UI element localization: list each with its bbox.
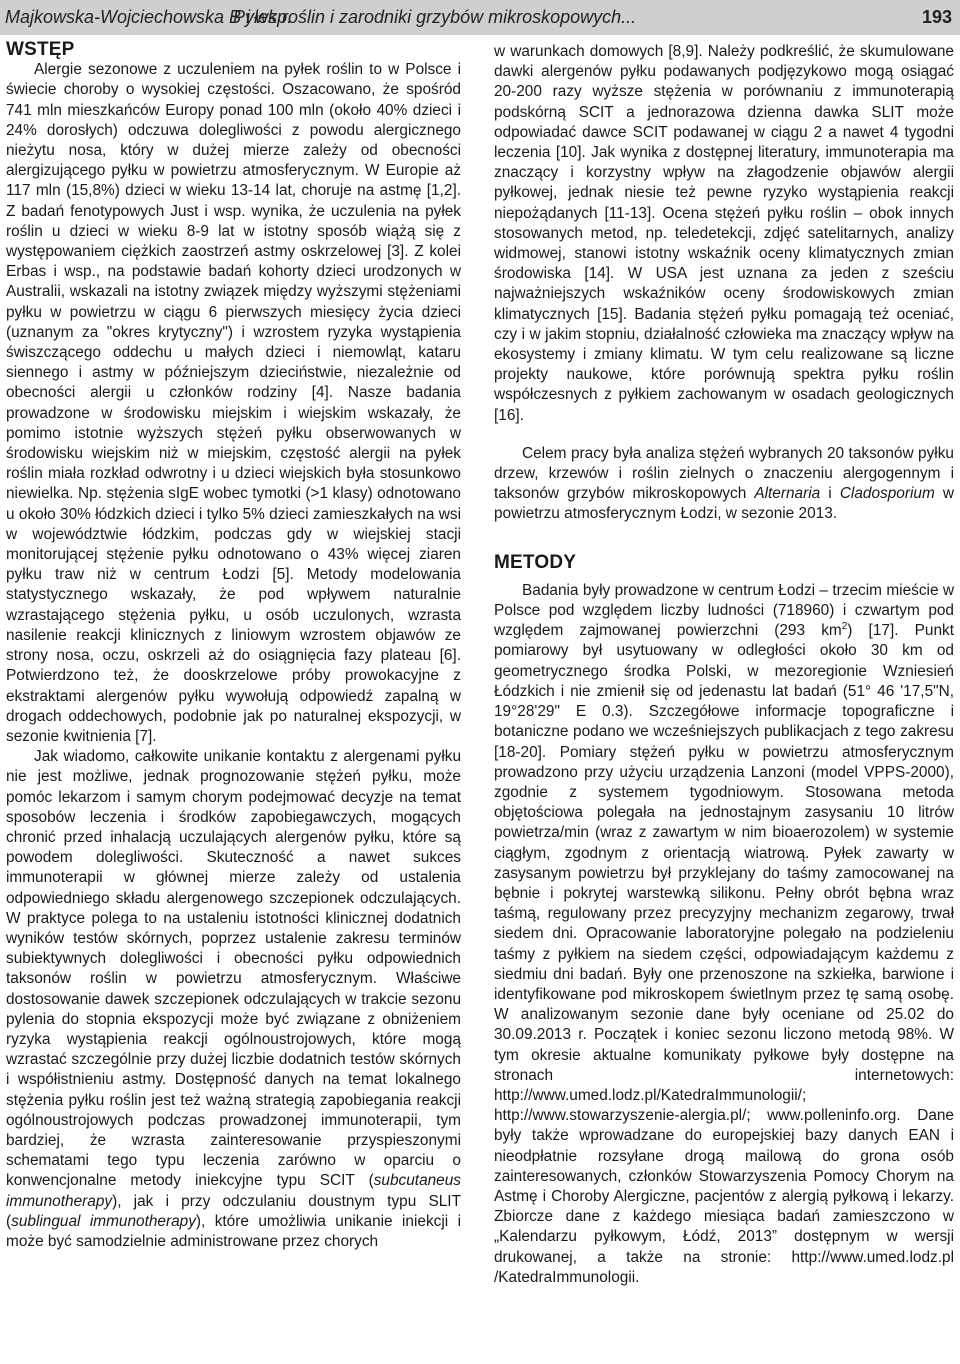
intro-paragraph-3 <box>494 444 954 525</box>
intro-p3-text-a: Celem pracy była analiza stężeń wybranych 20 taksonów pyłku drzew, krzewów i roślin zielnych o znaczeniu alergogennym i taksonów grzybów mikroskopowych <box>494 444 954 503</box>
intro-heading: WSTĘP <box>6 39 75 60</box>
intro-p3-text-b: i <box>820 485 840 503</box>
methods-p1-superscript: 2 <box>841 621 848 633</box>
intro-p2-term-slit: sublingual immunotherapy <box>11 1212 196 1230</box>
intro-paragraph-1: Alergie sezonowe z uczuleniem na pyłek roślin to w Polsce i świecie choroby o wysokiej częstości. Oszacowano, że spośród 741 mln mieszkańców Europy ponad 100 mln (około 40% dzieci i 24% dorosłych) odczuwa dolegliwości z powodu alergicznego nieżytu nosa, który w dużej mierze zależy od obecności alergizującego pyłku w powietrzu atmosferycznym. W Europie aż 117 mln (15,8%) dzieci w wieku 13-14 lat, choruje na astmę [1,2]. Z badań fenotypowych Just i wsp. wynika, że uczulenia na pyłek roślin u dzieci w wieku 8-9 lat w istotny sposób wiążą się z występowaniem ciężkich zaostrzeń astmy oskrzelowej [3]. Z kolei Erbas i wsp., na podstawie badań kohorty dzieci urodzonych w Australii, wskazali na istotny związek między wyższymi stężeniami pyłku w powietrzu w ciągu 6 pierwszych miesięcy życia dzieci (uznanym za "okres krytyczny") i wzrostem ryzyka wystąpienia świszczącego oddechu u małych dzieci i niemowląt, kataru siennego i astmy w późniejszym dzieciństwie, niezależnie od obecności alergii u członków rodziny [4]. Nasze badania prowadzone w środowisku miejskim i wiejskim wskazały, że pomimo istotnie wyższych stężeń pyłku obserwowanych w środowisku wiejskim niż w miejskim, częstość alergii na pyłek roślin miała rozkład odwrotny i u dzieci wiejskich była stosunkowo niewielka. Np. stężenia sIgE wobec tymotki (>1 klasy) odnotowano u około 30% łódzkich dzieci i tylko 5% dzieci zamieszkałych na wsi w województwie łódzkim, podczas gdy w wiejskiej stacji monitorującej stężenie pyłku odnotowano o 43% więcej ziaren pyłku traw niż w centrum Łodzi [5]. Metody modelowania statystycznego wskazały, że pod wpływem naturalnie wzrastającego stężenia pyłku, u osób uczulonych, wzrasta nasilenie reakcji klinicznych z liniowym wzrostem objawów ze strony nosa, oczu, oskrzeli aż do osiągnięcia fazy plateau [6]. Potwierdzono też, że dooskrzelowe próby prowokacyjne z ekstraktami alergenów pyłku wywołują odpowiedź zapalną w drogach oddechowych, podobnie jak po naturalnej ekspozycji, w sezonie kwitnienia [7]. <box>6 61 461 745</box>
left-column <box>6 40 461 1252</box>
running-header <box>0 0 960 35</box>
intro-paragraph-2 <box>6 747 461 1252</box>
methods-p1-text-a: Badania były prowadzone w centrum Łodzi – trzecim mieście w Polsce pod względem liczby ludności (718960) i czwartym pod względem zajmowanej powierzchni (293 km <box>494 581 954 640</box>
intro-paragraph-2-continued: w warunkach domowych [8,9]. Należy podkreślić, że skumulowane dawki alergenów pyłku podawanych podjęzykowo mogą osiągać 20-200 razy wyższe stężenia w porównaniu z immunoterapią podskórną SCIT a jednorazowa dzienna dawka SLIT może odpowiadać dawce SCIT podawanej w ciągu 2 a nawet 4 tygodni leczenia [10]. Jak wynika z dostępnej literatury, immunoterapia ma znaczący i korzystny wpływ na złagodzenie objawów alergii pyłkowej, jednak niesie też pewne ryzyko wystąpienia reakcji niepożądanych [11-13]. Ocena stężeń pyłku roślin – obok innych stosowanych metod, np. teledetekcji, zdjęć satelitarnych, analizy widmowej, stanowi istotny wskaźnik oceny klimatycznych zmian środowiska [14]. W USA jest uznana za jeden z sześciu najważniejszych wskaźników oceny środowiskowych zmian klimatycznych [15]. Badania stężeń pyłku pomagają też oceniać, czy i w jakim stopniu, działalność człowieka ma znaczący wpływ na ekosystemy i zmiany klimatu. W tym celu realizowane są liczne projekty naukowe, które porównują spektra pyłku roślin współczesnych z pyłkiem zachowanym w osadach geologicznych [16]. <box>494 43 954 424</box>
intro-p3-taxon-cladosporium: Cladosporium <box>839 485 935 503</box>
intro-p3-taxon-alternaria: Alternaria <box>754 485 821 503</box>
methods-paragraph-1 <box>494 581 954 1288</box>
intro-p3-text-c: w powietrzu atmosferycznym Łodzi, w sezonie 2013. <box>494 485 954 523</box>
intro-p2-text-a: Jak wiadomo, całkowite unikanie kontaktu z alergenami pyłku nie jest możliwe, jednak prognozowanie stężeń pyłku, może pomóc lekarzom i samym chorym podejmować decyzje na temat sposobów leczenia i środków zapobiegawczych, mogących chronić przed inhalacją uczulających alergenów pyłku, które są powodem dolegliwości. Skuteczność a nawet sukces immunoterapii w głównej mierze zależy od ustalenia odpowiedniego składu alergenowego szczepionek odczulających. W praktyce polega to na ustaleniu istotności klinicznej dodatnich wyników testów skórnych, poprzez ustalenie zakresu terminów subiektywnych dolegliwości i obecności pyłku odpowiednich taksonów roślin w powietrzu atmosferycznym. Właściwe dostosowanie dawek szczepionek odczulających w trakcie sezonu pylenia do stopnia ekspozycji może być związane z obniżeniem ryzyka wystąpienia reakcji ogólnoustrojowych, które mogą wzrastać szczególnie przy dużej liczbie dodatnich testów skórnych i współistnieniu astmy. Dostępność danych na temat lokalnego stężenia pyłku roślin jest też ważną strategią zapobiegania reakcji ogólnoustrojowych podczas prowadzonej immunoterapii, tym bardziej, że wzrasta zainteresowanie przyspieszonymi schematami tego typu leczenia zarówno w oparciu o konwencjonalne metody iniekcyjne typu SCIT ( <box>6 748 461 1190</box>
methods-p1-text-b: ) [17]. Punkt pomiarowy był usytuowany w odległości około 30 km od geometrycznego środka Polski, w mezoregionie Wzniesień Łódzkich i nie zmienił się od jedenastu lat badań (51° 46 '17,5"N, 19°28'29" E 0.3). Szczegółowe informacje topograficzne i botaniczne podano we wcześniejszych publikacjach z tego zakresu [18-20]. Pomiary stężeń pyłku w powietrzu atmosferycznym prowadzono przy użyciu urządzenia Lanzoni (model VPPS-2000), zgodnie z systemem tygodniowym. Stosowana metoda objętościowa polegała na jednostajnym zasysaniu 10 litrów powietrza/min (wraz z zawartym w nim bioaerozolem) w systemie ciągłym, zgodnym z orientacją wiatrową. Pyłek zawarty w zasysanym powietrzu był przyklejany do taśmy zamocowanej na bębnie i pokrytej warstewką silikonu. Pełny obrót bębna wraz taśmą, regulowany przez precyzyjny mechanizm zegarowy, trwał siedem dni. Opracowanie laboratoryjne polegało na podzieleniu taśmy z pyłkiem na siedem części, odpowiadającym każdemu z siedmiu dni badań. Były one przenoszone na szkiełka, barwione i identyfikowane pod mikroskopem świetlnym przez tę samą osobę. W analizowanym sezonie dane były oceniane od 25.02 do 30.09.2013 r. Początek i koniec sezonu liczono metodą 98%. W tym okresie aktualne komunikaty pyłkowe były dostępne na stronach internetowych: http://www.umed.lodz.pl/KatedraImmunologii/; http://www.stowarzyszenie-alergia.pl/; www.polleninfo.org. Dane były także wprowadzane do europejskiej bazy danych EAN i nieodpłatnie rozsyłane drogą mailową do grona osób zainteresowanych, członków Stowarzyszenia Pomocy Chorym na Astmę i Choroby Alergiczne, pacjentów z alergią pyłkową i lekarzy. Zbiorcze dane z każdego miesiąca badań zamieszczono w „Kalendarzu pyłkowym, Łódź, 2013” dostępnym w wersji drukowanej, a także na stronie: http://www.umed.lodz.pl /KatedraImmunologii. <box>494 622 954 1286</box>
right-column <box>494 42 954 1288</box>
intro-p2-text-b: ), jak i przy odczulaniu doustnym typu SLIT ( <box>6 1192 461 1230</box>
intro-p2-text-c: ), które umożliwia unikanie iniekcji i może być samodzielnie administrowane przez chorych <box>6 1212 461 1250</box>
header-running-title: Pyłek roślin i zarodniki grzybów mikroskopowych... <box>233 7 637 27</box>
methods-heading: METODY <box>494 551 577 573</box>
page-number: 193 <box>921 7 952 27</box>
intro-p2-term-scit: subcutaneus immunotherapy <box>6 1172 461 1210</box>
header-authors: Majkowska-Wojciechowska B i wsp. <box>5 7 293 27</box>
